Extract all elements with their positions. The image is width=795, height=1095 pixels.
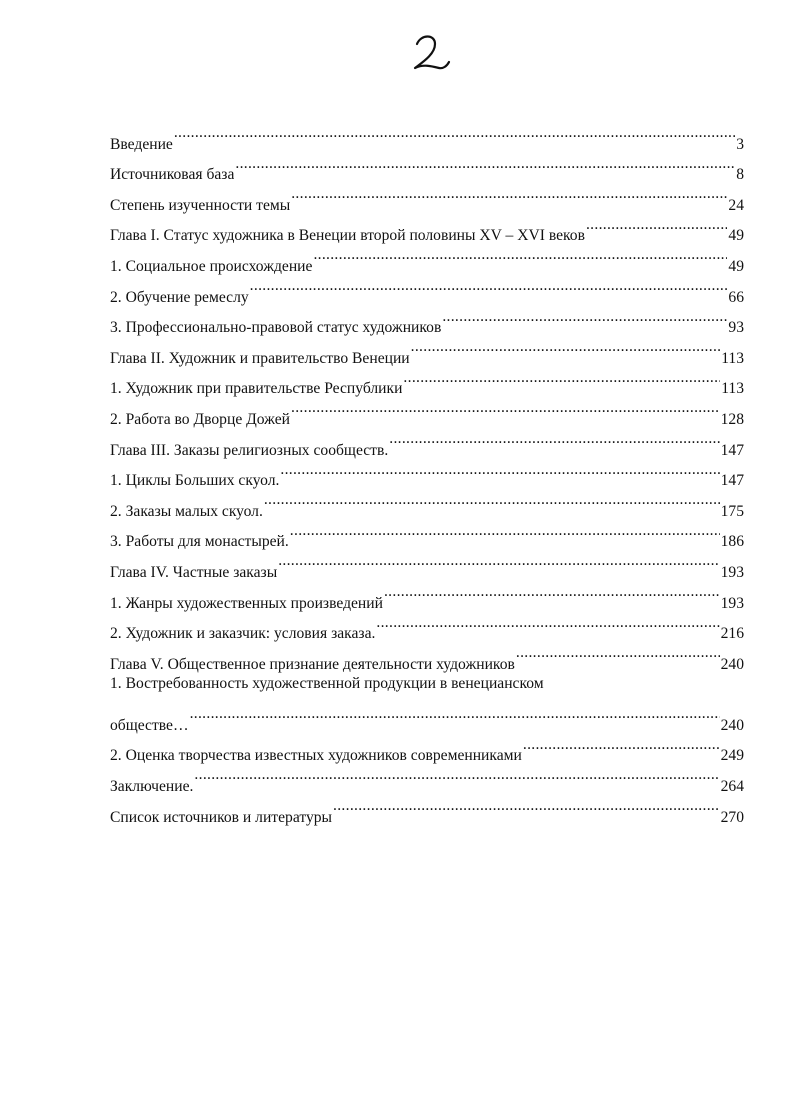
- toc-entry-title: Заключение.: [110, 778, 194, 796]
- toc-leader-dots: [403, 363, 720, 394]
- handwritten-page-number: [405, 28, 455, 78]
- toc-entry-page: 240: [720, 655, 744, 673]
- toc-entry-page: 147: [720, 472, 744, 490]
- toc-entry: [110, 118, 744, 153]
- toc-leader-dots: [523, 730, 720, 761]
- toc-entry-page: 249: [720, 747, 744, 765]
- toc-entry-page: 113: [721, 349, 744, 367]
- toc-entry-page: 193: [720, 594, 744, 612]
- toc-leader-dots: [384, 577, 720, 608]
- toc-entry-page: 66: [728, 288, 744, 306]
- table-of-contents: [110, 118, 744, 826]
- toc-entry-title: 3. Профессионально-правовой статус художников: [110, 319, 442, 337]
- toc-entry-page: 93: [728, 319, 744, 337]
- toc-entry-page: 113: [721, 380, 744, 398]
- toc-entry-title: Степень изученности темы: [110, 196, 291, 214]
- toc-entry-page: 193: [720, 563, 744, 581]
- toc-entry-title: 2. Оценка творчества известных художников современниками: [110, 747, 522, 765]
- toc-leader-dots: [264, 485, 720, 516]
- toc-entry-page: 128: [720, 410, 744, 428]
- toc-entry-page: 216: [720, 625, 744, 643]
- toc-entry: [110, 699, 744, 734]
- toc-entry-page: 270: [720, 808, 744, 826]
- toc-leader-dots: [333, 791, 720, 822]
- toc-entry-page: 3: [736, 135, 744, 153]
- toc-leader-dots: [235, 149, 735, 180]
- toc-entry-page: 175: [720, 502, 744, 520]
- toc-entry-title: Глава I. Статус художника в Венеции второй половины XV – XVI веков: [110, 227, 585, 245]
- toc-entry-page: 49: [728, 227, 744, 245]
- toc-entry-page: 49: [728, 257, 744, 275]
- toc-entry-page: 24: [728, 196, 744, 214]
- toc-entry-title: 2. Художник и заказчик: условия заказа.: [110, 625, 376, 643]
- toc-leader-dots: [174, 118, 735, 149]
- toc-entry-title: Глава III. Заказы религиозных сообществ.: [110, 441, 389, 459]
- toc-leader-dots: [389, 424, 719, 455]
- toc-leader-dots: [376, 608, 719, 639]
- toc-entry-title: обществе…: [110, 716, 189, 734]
- toc-entry-title: Источниковая база: [110, 166, 235, 184]
- toc-leader-dots: [190, 699, 720, 730]
- toc-entry-title: 2. Обучение ремеслу: [110, 288, 249, 306]
- toc-entry-title: Глава IV. Частные заказы: [110, 563, 278, 581]
- toc-entry-title: 1. Жанры художественных произведений: [110, 594, 383, 612]
- toc-entry-title-line1: 1. Востребованность художественной продукции в венецианском: [110, 674, 544, 692]
- toc-entry-title: 1. Циклы Больших скуол.: [110, 472, 280, 490]
- toc-entry: [110, 760, 744, 796]
- toc-leader-dots: [313, 240, 727, 271]
- toc-leader-dots: [586, 210, 727, 241]
- toc-entry-title: 1. Художник при правительстве Республики: [110, 380, 403, 398]
- toc-leader-dots: [291, 179, 727, 210]
- toc-leader-dots: [250, 271, 728, 302]
- toc-entry-page: 147: [720, 441, 744, 459]
- toc-leader-dots: [280, 455, 719, 486]
- toc-entry: [110, 730, 744, 765]
- toc-leader-dots: [291, 393, 720, 424]
- toc-entry-page: 186: [720, 533, 744, 551]
- toc-entry-wrapped-line: [110, 669, 744, 700]
- toc-leader-dots: [290, 516, 720, 547]
- toc-entry-title: 2. Заказы малых скуол.: [110, 502, 263, 520]
- toc-entry: [110, 791, 744, 826]
- toc-entry-title: 3. Работы для монастырей.: [110, 533, 289, 551]
- toc-leader-dots: [442, 302, 727, 333]
- toc-entry-page: 8: [736, 166, 744, 184]
- toc-entry-page: 264: [720, 778, 744, 796]
- toc-entry-title: 1. Социальное происхождение: [110, 257, 313, 275]
- toc-entry-title: Введение: [110, 135, 173, 153]
- toc-entry: [110, 149, 744, 184]
- toc-entry-title: Глава II. Художник и правительство Венеции: [110, 349, 410, 367]
- toc-entry-page: 240: [720, 716, 744, 734]
- toc-leader-dots: [411, 332, 721, 363]
- toc-leader-dots: [194, 760, 719, 791]
- toc-entry-title: Список источников и литературы: [110, 808, 333, 826]
- handwritten-digit-drawing: [405, 28, 455, 78]
- toc-entry-title: 2. Работа во Дворце Дожей: [110, 410, 291, 428]
- toc-entry-title: Глава V. Общественное признание деятельности художников: [110, 655, 515, 673]
- toc-leader-dots: [278, 546, 719, 577]
- toc-leader-dots: [516, 638, 720, 669]
